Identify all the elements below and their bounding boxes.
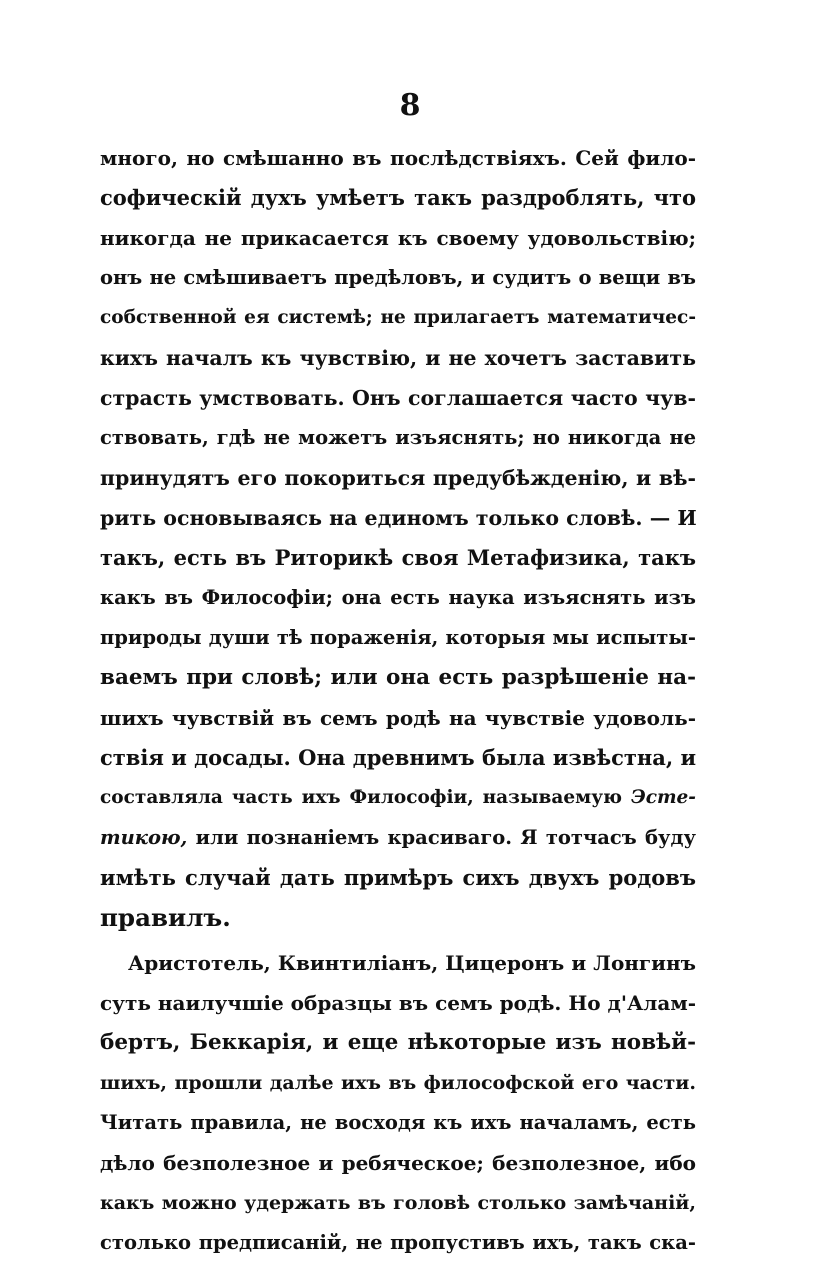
- text-line: ваемъ при словѣ; или она есть разрѣшеніе на-: [100, 665, 696, 690]
- text-line: суть наилучшіе образцы въ семъ родѣ. Но д'Алам-: [100, 991, 696, 1015]
- text-line: собственной ея системѣ; не прилагаетъ математичес-: [100, 307, 696, 328]
- text-line: какъ въ Философіи; она есть наука изъяснять изъ: [100, 586, 696, 609]
- text-line: какъ можно удержать въ головѣ столько замѣчаній,: [100, 1192, 696, 1214]
- text-line: природы души тѣ пораженія, которыя мы испыты-: [100, 626, 696, 649]
- text-line: принудятъ его покориться предубѣжденію, и вѣ-: [100, 466, 696, 490]
- text-line-indented: Аристотель, Квинтиліанъ, Цицеронъ и Лонгинъ: [128, 951, 696, 975]
- text-line: дѣло безполезное и ребяческое; безполезное, ибо: [100, 1151, 696, 1175]
- text-line: столько предписаній, не пропустивъ ихъ, такъ ска-: [100, 1231, 696, 1254]
- italic-term: тикою,: [100, 826, 188, 849]
- text-line: софическій духъ умѣетъ такъ раздроблять, что: [100, 185, 696, 210]
- text-line: ствія и досады. Она древнимъ была извѣстна, и: [100, 745, 697, 770]
- text-line: много, но смѣшанно въ послѣдствіяхъ. Сей фило-: [100, 146, 696, 170]
- body-text: [100, 138, 696, 1263]
- text-line: кихъ началъ къ чувствію, и не хочетъ заставить: [100, 346, 696, 370]
- text-line-italic-end: составляла часть ихъ Философіи, называемую Эсте-: [100, 787, 696, 808]
- text-line: правилъ.: [100, 903, 231, 932]
- text-line: такъ, есть въ Риторикѣ своя Метафизика, такъ: [100, 545, 696, 570]
- text-line: имѣть случай дать примѣръ сихъ двухъ родовъ: [100, 865, 696, 890]
- italic-term: Эсте-: [630, 787, 696, 808]
- page-number: 8: [399, 88, 421, 123]
- text-line: Читать правила, не восходя къ ихъ началамъ, есть: [100, 1111, 696, 1134]
- text-line: ствовать, гдѣ не можетъ изъяснять; но никогда не: [100, 426, 696, 449]
- text-line: шихъ чувствій въ семъ родѣ на чувствіе удоволь-: [100, 706, 696, 730]
- text-line: никогда не прикасается къ своему удовольствію;: [100, 226, 696, 250]
- text-line: онъ не смѣшиваетъ предѣловъ, и судитъ о вещи въ: [100, 266, 696, 289]
- text-line: шихъ, прошли далѣе ихъ въ философской его части.: [100, 1072, 696, 1094]
- text-line: рить основываясь на единомъ только словѣ. — И: [100, 506, 697, 530]
- text-line: бертъ, Беккарія, и еще нѣкоторые изъ новѣй-: [100, 1030, 696, 1055]
- text-line-italic-start: тикою, или познаніемъ красиваго. Я тотчасъ буду: [100, 826, 696, 849]
- text-line: страсть умствовать. Онъ соглашается часто чув-: [100, 386, 696, 410]
